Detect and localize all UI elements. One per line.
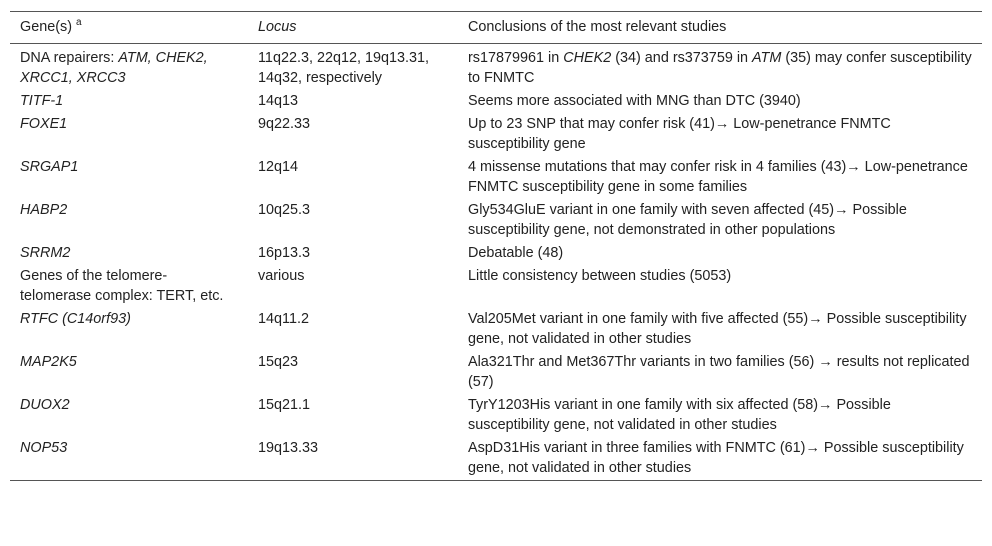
- table-row: [10, 308, 982, 351]
- conclusion-gene: ATM: [752, 50, 782, 66]
- conclusion-cell: Debatable (48): [468, 245, 564, 261]
- locus-cell: 12q14: [258, 159, 299, 175]
- conclusion-text: (35) may confer susceptibility to FNMTC: [468, 50, 972, 86]
- gene-cell: SRRM2: [20, 245, 71, 261]
- table-header-row: [10, 12, 982, 44]
- gene-cell: RTFC (C14orf93): [20, 311, 131, 327]
- header-locus: Locus: [258, 19, 297, 35]
- gene-cell: Genes of the telomere-telomerase complex: TERT, etc.: [20, 268, 224, 304]
- conclusion-cell: AspD31His variant in three families with FNMTC (61)→ Possible susceptibility gene, not validated in other studies: [468, 440, 964, 476]
- conclusion-cell: Up to 23 SNP that may confer risk (41)→ Low-penetrance FNMTC susceptibility gene: [468, 116, 891, 152]
- table-container: [10, 11, 982, 481]
- locus-cell: 15q21.1: [258, 397, 311, 413]
- locus-cell: 11q22.3, 22q12, 19q13.31, 14q32, respectively: [258, 50, 429, 86]
- table-row: [10, 394, 982, 437]
- gene-cell: HABP2: [20, 202, 68, 218]
- gene-cell: SRGAP1: [20, 159, 79, 175]
- header-gene: [10, 12, 248, 44]
- conclusion-cell: [458, 44, 982, 91]
- locus-cell: 9q22.33: [258, 116, 311, 132]
- gene-cell: TITF-1: [20, 93, 64, 109]
- header-conclusions: Conclusions of the most relevant studies: [468, 19, 727, 35]
- locus-cell: 16p13.3: [258, 245, 311, 261]
- locus-cell: 19q13.33: [258, 440, 319, 456]
- table-row: [10, 242, 982, 265]
- conclusion-cell: Little consistency between studies (5053): [468, 268, 732, 284]
- table-row: [10, 90, 982, 113]
- conclusion-cell: TyrY1203His variant in one family with six affected (58)→ Possible susceptibility gene, not validated in other studies: [468, 397, 891, 433]
- gene-cell: MAP2K5: [20, 354, 77, 370]
- gene-name: ATM, CHEK2, XRCC1, XRCC3: [20, 50, 208, 86]
- conclusion-cell: Ala321Thr and Met367Thr variants in two families (56) → results not replicated (57): [468, 354, 970, 390]
- header-gene-footnote: a: [75, 17, 82, 29]
- table-row: [10, 351, 982, 394]
- locus-cell: various: [258, 268, 305, 284]
- gene-cell: [10, 44, 248, 91]
- locus-cell: 14q11.2: [258, 311, 309, 327]
- locus-cell: 15q23: [258, 354, 299, 370]
- conclusion-cell: Gly534GluE variant in one family with seven affected (45)→ Possible susceptibility gene, not demonstrated in other populations: [468, 202, 907, 238]
- gene-cell: DUOX2: [20, 397, 70, 413]
- gene-cell: FOXE1: [20, 116, 68, 132]
- gene-prefix: DNA repairers:: [20, 50, 119, 66]
- table-row: [10, 156, 982, 199]
- conclusion-cell: Val205Met variant in one family with five affected (55)→ Possible susceptibility gene, not validated in other studies: [468, 311, 967, 347]
- table-row: [10, 437, 982, 481]
- table-row: [10, 113, 982, 156]
- gene-cell: NOP53: [20, 440, 68, 456]
- table-row: [10, 44, 982, 91]
- conclusion-text: (34) and rs373759 in: [611, 50, 753, 66]
- conclusion-gene: CHEK2: [563, 50, 612, 66]
- table-row: [10, 199, 982, 242]
- header-gene-label: Gene(s): [20, 19, 72, 35]
- conclusion-text: rs17879961 in: [468, 50, 564, 66]
- locus-cell: 10q25.3: [258, 202, 311, 218]
- conclusion-cell: 4 missense mutations that may confer risk in 4 families (43)→ Low-penetrance FNMTC susceptibility gene in some families: [468, 159, 968, 195]
- table-row: [10, 265, 982, 308]
- conclusion-cell: Seems more associated with MNG than DTC (3940): [468, 93, 801, 109]
- genes-table: [10, 11, 982, 481]
- locus-cell: 14q13: [258, 93, 299, 109]
